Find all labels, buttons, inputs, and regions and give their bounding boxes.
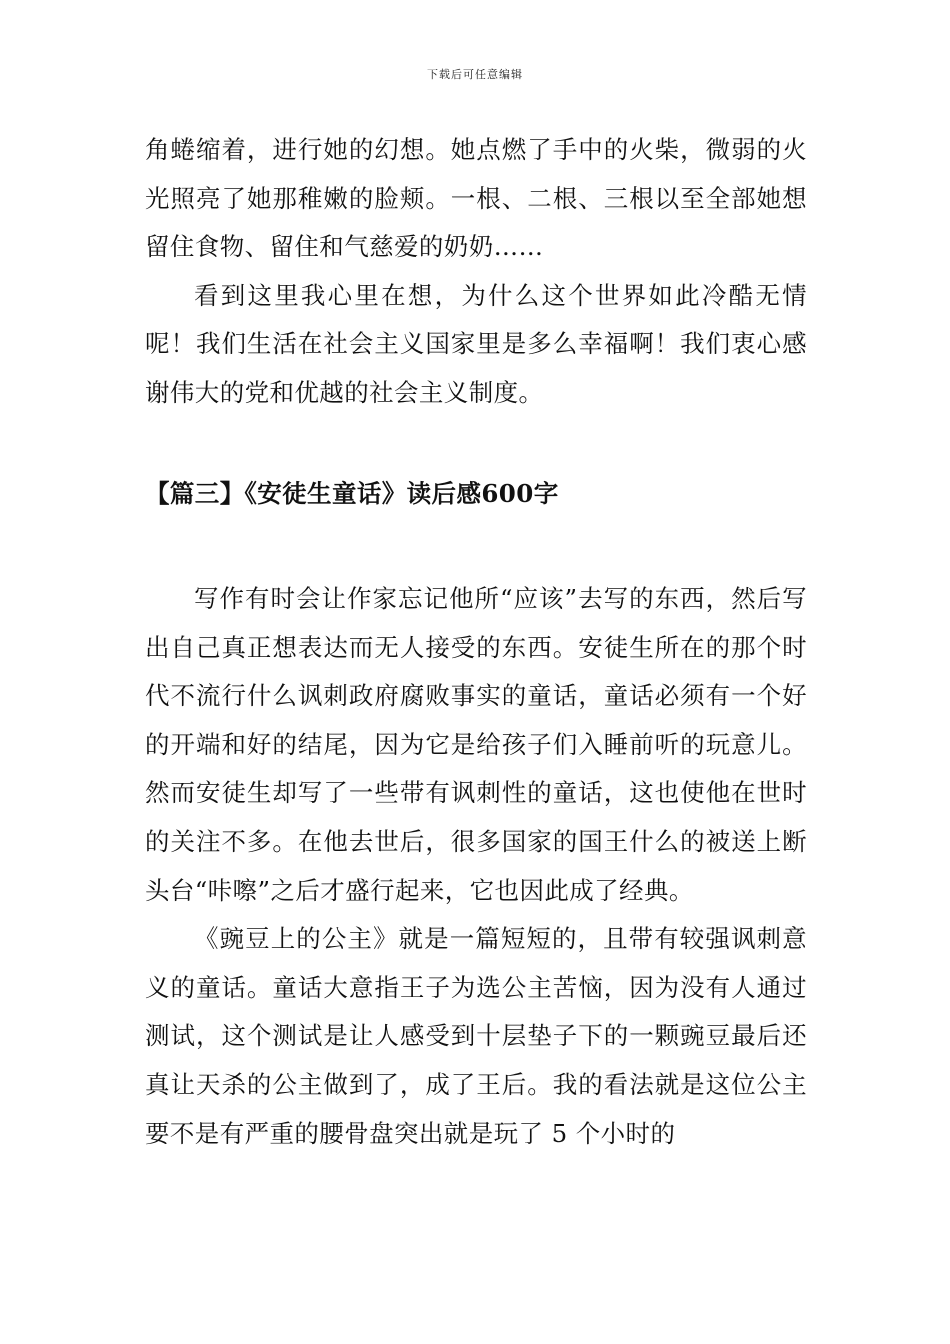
section-heading-block — [145, 470, 807, 518]
paragraph: 《豌豆上的公主》就是一篇短短的，且带有较强讽刺意义的童话。童话大意指王子为选公主苦恼，因为没有人通过测试，这个测试是让人感受到十层垫子下的一颗豌豆最后还真让天杀的公主做到了，成了王后。我的看法就是这位公主要不是有严重的腰骨盘突出就是玩了 5 个小时的 — [145, 924, 807, 1148]
paragraph: 看到这里我心里在想，为什么这个世界如此冷酷无情呢！我们生活在社会主义国家里是多么幸福啊！我们衷心感谢伟大的党和优越的社会主义制度。 — [145, 280, 807, 407]
header-note: 下载后可任意编辑 — [427, 68, 523, 81]
previous-section-text — [145, 126, 807, 418]
paragraph: 角蜷缩着，进行她的幻想。她点燃了手中的火柴，微弱的火光照亮了她那稚嫩的脸颊。一根、二根、三根以至全部她想留住食物、留住和气慈爱的奶奶…… — [145, 135, 807, 262]
paragraph: 写作有时会让作家忘记他所“应该”去写的东西，然后写出自己真正想表达而无人接受的东西。安徒生所在的那个时代不流行什么讽刺政府腐败事实的童话，童话必须有一个好的开端和好的结尾，因为它是给孩子们入睡前听的玩意儿。然而安徒生却写了一些带有讽刺性的童话，这也使他在世时的关注不多。在他去世后，很多国家的国王什么的被送上断头台“咔嚓”之后才盛行起来，它也因此成了经典。 — [145, 584, 807, 905]
section-heading: 【篇三】《安徒生童话》读后感600字 — [145, 479, 559, 508]
section-three-text — [145, 575, 807, 1158]
